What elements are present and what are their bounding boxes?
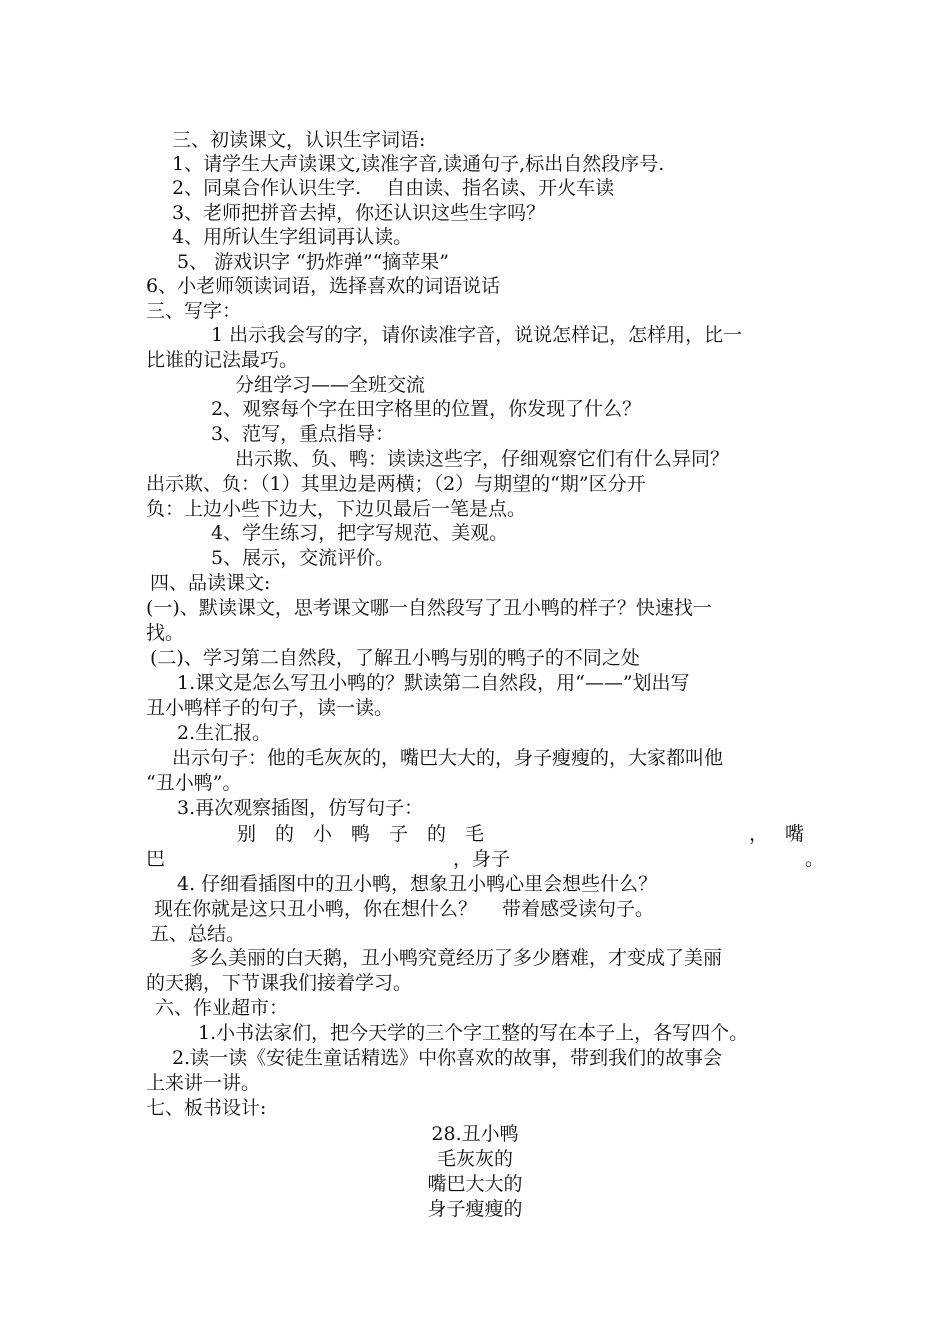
text-line: 6、小老师领读词语，选择喜欢的词语说话 (146, 275, 501, 297)
section-heading: 三、初读课文，认识生字词语: (172, 129, 426, 151)
section-heading: 四、品读课文: (150, 572, 271, 594)
board-title: 28.丑小鸭 (431, 1123, 519, 1145)
fill-blank-text: ，身子 (453, 848, 511, 870)
text-line: “丑小鸭”。 (146, 772, 242, 794)
text-line: 5、展示，交流评价。 (211, 547, 395, 569)
text-line: 负：上边小些下边大，下边贝最后一笔是点。 (146, 498, 527, 520)
text-line: 1、请学生大声读课文,读准字音,读通句子,标出自然段序号. (172, 153, 665, 175)
text-line: 3、老师把拼音去掉，你还认识这些生字吗？ (172, 202, 546, 224)
section-heading: 三、写字： (146, 300, 242, 322)
text-line: 2、观察每个字在田字格里的位置，你发现了什么？ (211, 398, 642, 420)
board-line: 毛灰灰的 (436, 1148, 513, 1170)
text-line: 分组学习——全班交流 (235, 374, 426, 396)
text-line: 1.小书法家们，把今天学的三个字工整的写在本子上，各写四个。 (198, 1022, 749, 1044)
text-line: (二)、学习第二自然段，了解丑小鸭与别的鸭子的不同之处 (150, 647, 640, 669)
text-line: 1 出示我会写的字，请你读准字音，说说怎样记，怎样用，比一 (211, 324, 743, 346)
text-line: 2.读一读《安徒生童话精选》中你喜欢的故事，带到我们的故事会 (172, 1047, 723, 1069)
text-line: 2、同桌合作认识生字. 自由读、指名读、开火车读 (172, 177, 615, 199)
text-line: 现在你就是这只丑小鸭，你在想什么？ 带着感受读句子。 (154, 898, 655, 920)
text-line: 出示欺、负、鸭：读读这些字，仔细观察它们有什么异同？ (235, 448, 730, 470)
text-line: 比谁的记法最巧。 (146, 349, 299, 371)
fill-blank-text: 别 的 小 鸭 子 的 毛 (237, 823, 485, 845)
text-line: 4. 仔细看插图中的丑小鸭，想象丑小鸭心里会想些什么？ (177, 873, 658, 895)
text-line: 上来讲一讲。 (146, 1072, 261, 1094)
text-line: 出示句子：他的毛灰灰的，嘴巴大大的，身子瘦瘦的，大家都叫他 (172, 747, 724, 769)
section-heading: 六、作业超市： (155, 997, 289, 1019)
text-line: 的天鹅，下节课我们接着学习。 (146, 972, 413, 994)
text-line: 4、用所认生字组词再认读。 (172, 226, 413, 248)
text-line: 5、 游戏识字 “扔炸弹”“摘苹果” (177, 251, 450, 273)
section-heading: 七、板书设计: (146, 1097, 267, 1119)
board-line: 身子瘦瘦的 (427, 1198, 523, 1220)
text-line: 3、范写，重点指导： (211, 423, 395, 445)
fill-blank-text: 巴 (146, 848, 166, 870)
text-line: 多么美丽的白天鹅，丑小鸭究竟经历了多少磨难，才变成了美丽 (190, 947, 723, 969)
board-line: 嘴巴大大的 (427, 1173, 523, 1195)
fill-blank-text: 嘴 (785, 823, 805, 845)
text-line: (一)、默读课文，思考课文哪一自然段写了丑小鸭的样子？快速找一 (146, 597, 712, 619)
fill-blank-text: 。 (805, 848, 825, 870)
text-line: 1.课文是怎么写丑小鸭的？默读第二自然段，用“——”划出写 (177, 672, 690, 694)
text-line: 出示欺、负：（1）其里边是两横；（2）与期望的“期”区分开 (146, 473, 646, 495)
text-line: 2.生汇报。 (177, 722, 272, 744)
text-line: 3.再次观察插图，仿写句子： (177, 797, 424, 819)
text-line: 找。 (146, 622, 185, 644)
section-heading: 五、总结。 (150, 923, 246, 945)
text-line: 4、学生练习，把字写规范、美观。 (211, 522, 509, 544)
text-line: 丑小鸭样子的句子，读一读。 (146, 697, 394, 719)
fill-blank-text: ， (749, 823, 769, 845)
